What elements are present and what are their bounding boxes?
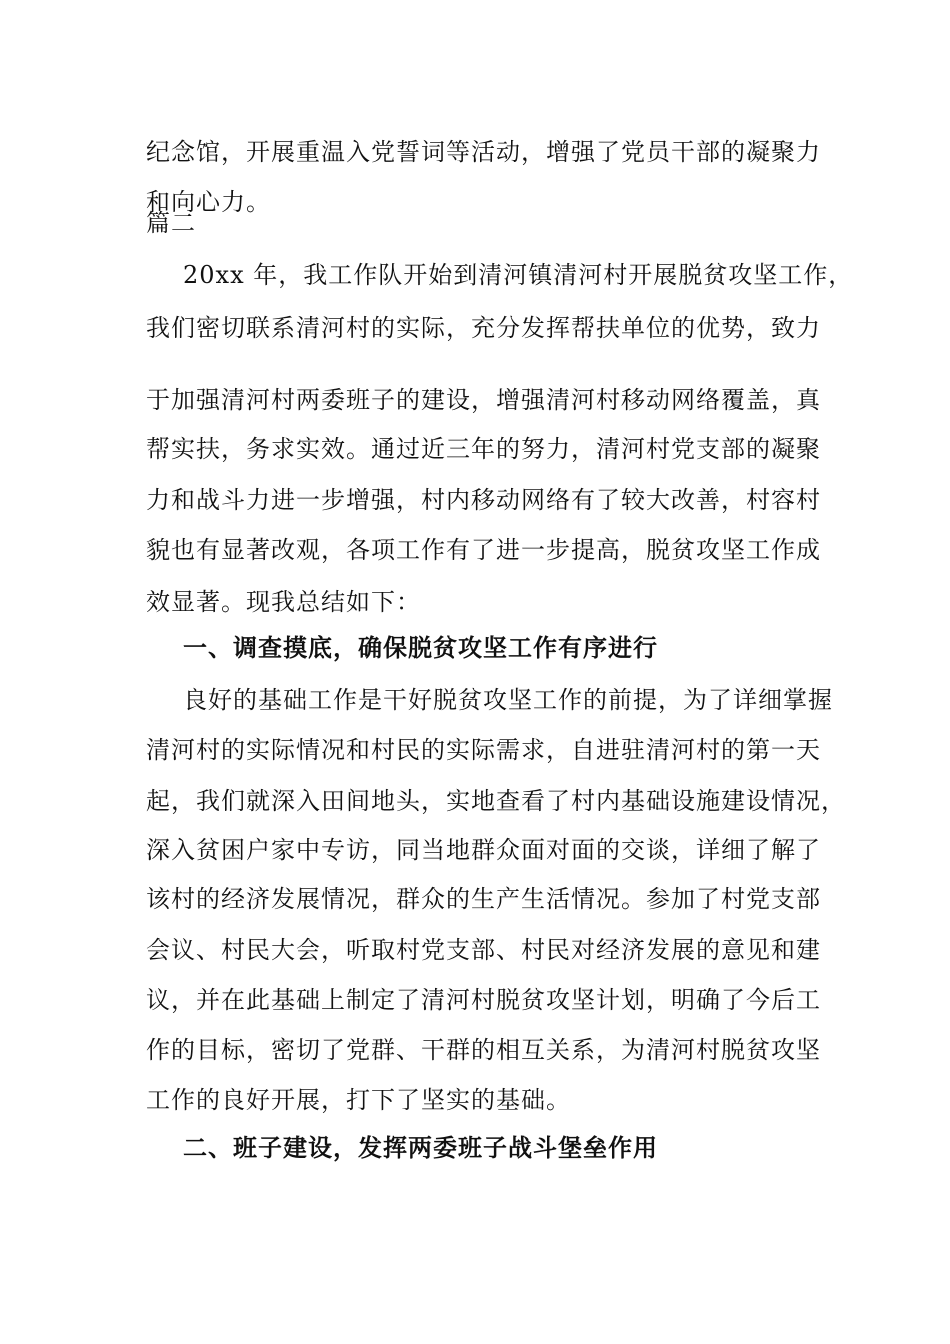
body-text-line: 帮实扶，务求实效。通过近三年的努力，清河村党支部的凝聚: [146, 435, 821, 463]
body-text-line: 纪念馆，开展重温入党誓词等活动，增强了党员干部的凝聚力: [146, 138, 821, 166]
body-text-line: 我们密切联系清河村的实际，充分发挥帮扶单位的优势，致力: [146, 314, 821, 342]
body-text-line: 于加强清河村两委班子的建设，增强清河村移动网络覆盖，真: [146, 386, 821, 414]
body-text-line: 会议、村民大会，听取村党支部、村民对经济发展的意见和建: [146, 936, 821, 964]
body-text-line: 20xx 年，我工作队开始到清河镇清河村开展脱贫攻坚工作，: [183, 261, 854, 289]
body-text-line: 工作的良好开展，打下了坚实的基础。: [146, 1086, 571, 1114]
body-text-line: 良好的基础工作是干好脱贫攻坚工作的前提，为了详细掌握: [183, 686, 833, 714]
body-text-line: 深入贫困户家中专访，同当地群众面对面的交谈，详细了解了: [146, 836, 821, 864]
section-heading: 一、调查摸底，确保脱贫攻坚工作有序进行: [183, 634, 658, 662]
body-text-line: 该村的经济发展情况，群众的生产生活情况。参加了村党支部: [146, 885, 821, 913]
section-heading: 二、班子建设，发挥两委班子战斗堡垒作用: [183, 1134, 658, 1162]
body-text-line: 效显著。现我总结如下：: [146, 588, 421, 616]
body-text-line: 起，我们就深入田间地头，实地查看了村内基础设施建设情况，: [146, 787, 846, 815]
section-label: 篇二: [146, 209, 196, 237]
body-text-line: 力和战斗力进一步增强，村内移动网络有了较大改善，村容村: [146, 486, 821, 514]
body-text-line: 和向心力。: [146, 188, 271, 216]
body-text-line: 作的目标，密切了党群、干群的相互关系，为清河村脱贫攻坚: [146, 1036, 821, 1064]
body-text-line: 议，并在此基础上制定了清河村脱贫攻坚计划，明确了今后工: [146, 986, 821, 1014]
body-text-line: 貌也有显著改观，各项工作有了进一步提高，脱贫攻坚工作成: [146, 536, 821, 564]
body-text-line: 清河村的实际情况和村民的实际需求，自进驻清河村的第一天: [146, 736, 821, 764]
